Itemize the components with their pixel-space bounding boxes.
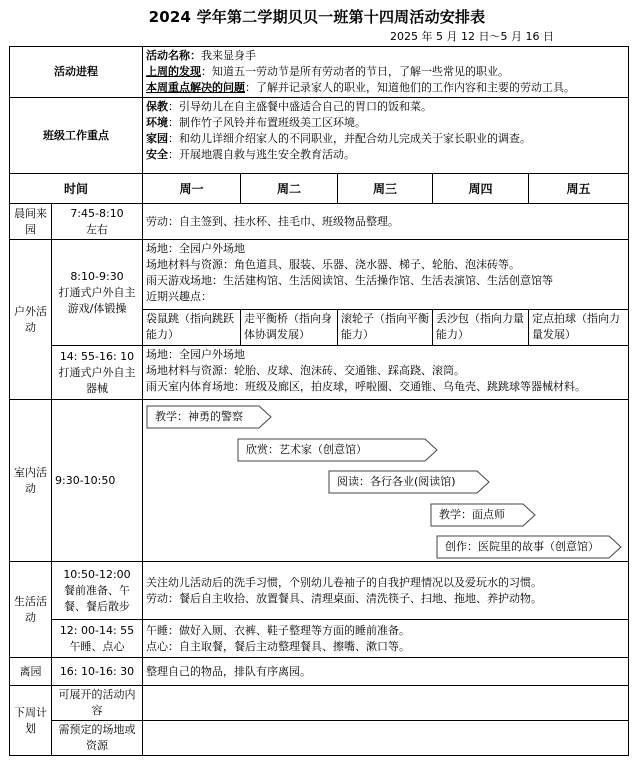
- outdoor-morning-time: 8:10-9:30: [70, 269, 124, 283]
- arrival-content: 劳动：自主签到、挂水杯、挂毛巾、班级物品整理。: [143, 204, 629, 240]
- indoor-activity-arrow: [329, 471, 456, 493]
- outdoor-afternoon-content: [143, 346, 629, 400]
- life-nap-time-cell: [52, 620, 143, 658]
- life-lunch-line: 关注幼儿活动后的洗手习惯，个别幼儿卷袖子的自我护理情况以及爱玩水的习惯。: [146, 575, 542, 589]
- outdoor-afternoon-time: 14: 55-16: 10: [59, 349, 135, 363]
- indoor-row: [10, 400, 629, 562]
- arrival-time-note: 左右: [86, 222, 108, 236]
- focus-item: [146, 115, 625, 131]
- indoor-activity-label: 教学：面点师: [439, 508, 505, 521]
- outdoor-afternoon-line: 场地：全园户外场地: [146, 348, 245, 361]
- focus-item-label: 环境: [146, 116, 168, 129]
- life-nap-time: 12: 00-14: 55: [59, 623, 135, 637]
- outdoor-afternoon-time-cell: [52, 346, 143, 400]
- life-lunch-row: [10, 562, 629, 620]
- focus-item-value: ：制作竹子风铃并布置班级美工区环境。: [168, 116, 366, 129]
- life-lunch-content: [143, 562, 629, 620]
- arrival-time: 7:45-8:10: [70, 206, 124, 220]
- activity-progress-label: 活动进程: [10, 47, 143, 98]
- focus-item-value: ：引导幼儿在自主盛餐中盛适合自己的胃口的饭和菜。: [168, 100, 432, 113]
- indoor-activity-label: 欣赏：艺术家（创意馆）: [246, 443, 367, 456]
- indoor-activity-arrow: [437, 536, 599, 558]
- life-lunch-line: 劳动：餐后自主收拾、放置餐具、清理桌面、清洗筷子、扫地、拖地、养护动物。: [146, 591, 542, 605]
- date-range: 2025 年 5 月 12 日～5 月 16 日: [390, 30, 554, 43]
- last-week-value: ：知道五一劳动节是所有劳动者的节日，了解一些常见的职业。: [201, 65, 509, 78]
- focus-item-label: 安全: [146, 148, 168, 161]
- departure-row: [10, 658, 629, 686]
- focus-item: [146, 147, 625, 163]
- activity-name-line: [146, 48, 625, 64]
- departure-label: 离园: [10, 658, 52, 686]
- outdoor-label: 户外活动: [10, 240, 52, 400]
- activity-progress-row: [10, 47, 629, 98]
- focus-item-label: 保教: [146, 100, 168, 113]
- indoor-time: 9:30-10:50: [52, 400, 143, 562]
- focus-item-value: ：和幼儿详细介绍家人的不同职业，并配合幼儿完成关于家长职业的调查。: [168, 132, 531, 145]
- next-week-label: 下周计划: [10, 686, 52, 756]
- indoor-activity-label: 创作：医院里的故事（创意馆）: [445, 540, 599, 553]
- activity-progress-content: [143, 47, 629, 98]
- outdoor-morning-content: [143, 240, 629, 310]
- this-week-value: ：了解并记录家人的职业，知道他们的工作内容和主要的劳动工具。: [245, 81, 575, 94]
- class-focus-content: [143, 98, 629, 174]
- indoor-activity-arrow: [147, 406, 243, 428]
- next-week-resources-value: [143, 721, 629, 756]
- indoor-activity-label: 阅读：各行各业(阅读馆): [337, 475, 456, 488]
- outdoor-afternoon-desc: 打通式户外自主器械: [58, 365, 136, 395]
- interest-cell: 走平衡桥（指向身体协调发展）: [241, 310, 338, 346]
- outdoor-morning-line: 场地材料与资源：角色道具、服装、乐器、浇水器、梯子、轮胎、泡沫砖等。: [146, 258, 520, 271]
- next-week-resources-label: 需预定的场地或资源: [52, 721, 143, 756]
- this-week-label: 本周重点解决的问题: [146, 81, 245, 94]
- focus-item-value: ：开展地震自救与逃生安全教育活动。: [168, 148, 355, 161]
- outdoor-morning-time-cell: [52, 240, 143, 346]
- interest-cell: 滚轮子（指向平衡能力）: [338, 310, 433, 346]
- activity-name-value: 我来显身手: [201, 49, 256, 62]
- life-nap-content: [143, 620, 629, 658]
- next-week-activities-label: 可展开的活动内容: [52, 686, 143, 721]
- life-nap-line: 午睡：做好入厕、衣裤、鞋子整理等方面的睡前准备。: [146, 623, 410, 637]
- day-header-row: [10, 174, 629, 204]
- indoor-activity-arrow: [431, 504, 505, 526]
- day-header-mon: 周一: [143, 174, 241, 204]
- indoor-label: 室内活动: [10, 400, 52, 562]
- indoor-activities: [143, 400, 629, 562]
- focus-item-label: 家园: [146, 132, 168, 145]
- last-week-line: [146, 64, 625, 80]
- outdoor-morning-row: [10, 240, 629, 310]
- interest-cell: 丢沙包（指向力量能力）: [433, 310, 529, 346]
- departure-content: 整理自己的物品，排队有序离园。: [143, 658, 629, 686]
- life-nap-row: [10, 620, 629, 658]
- day-header-fri: 周五: [529, 174, 629, 204]
- indoor-activity-label: 教学：神勇的警察: [155, 410, 243, 423]
- arrival-row: [10, 204, 629, 240]
- indoor-activity-arrow: [238, 439, 367, 461]
- outdoor-morning-desc: 打通式户外自主游戏/体锻操: [58, 285, 136, 315]
- day-header-tue: 周二: [241, 174, 338, 204]
- focus-item: [146, 99, 625, 115]
- day-header-wed: 周三: [338, 174, 433, 204]
- outdoor-morning-line: 雨天游戏场地：生活建构馆、生活阅读馆、生活操作馆、生活表演馆、生活创意馆等: [146, 274, 553, 287]
- life-nap-line: 点心：自主取餐，餐后主动整理餐具、擦嘴、漱口等。: [146, 639, 410, 653]
- time-header: 时间: [10, 174, 143, 204]
- next-week-row: [10, 686, 629, 721]
- life-lunch-desc: 餐前准备、午餐、餐后散步: [64, 583, 130, 613]
- outdoor-afternoon-row: [10, 346, 629, 400]
- day-header-thu: 周四: [433, 174, 529, 204]
- life-lunch-time-cell: [52, 562, 143, 620]
- focus-item: [146, 131, 625, 147]
- class-focus-label: 班级工作重点: [10, 98, 143, 174]
- schedule-table: [9, 46, 629, 756]
- next-week-activities-value: [143, 686, 629, 721]
- outdoor-afternoon-line: 场地材料与资源：轮胎、皮球、泡沫砖、交通锥、踩高跷、滚筒。: [146, 364, 465, 377]
- outdoor-morning-line: 近期兴趣点：: [146, 290, 212, 303]
- outdoor-afternoon-line: 雨天室内体育场地：班级及廊区，拍皮球，呼啦圈、交通锥、乌龟壳、跳跳球等器械材料。: [146, 380, 586, 393]
- class-focus-row: [10, 98, 629, 174]
- next-week-resources-row: [10, 721, 629, 756]
- page-title: 2024 学年第二学期贝贝一班第十四周活动安排表: [148, 8, 486, 26]
- interest-cell: 定点拍球（指向力量发展）: [529, 310, 629, 346]
- activity-name-label: 活动名称：: [146, 49, 201, 62]
- arrival-label: 晨间来园: [10, 204, 52, 240]
- outdoor-morning-line: 场地：全园户外场地: [146, 242, 245, 255]
- life-lunch-time: 10:50-12:00: [63, 567, 131, 581]
- departure-time: 16: 10-16: 30: [52, 658, 143, 686]
- arrival-time-cell: [52, 204, 143, 240]
- life-nap-desc: 午睡、点心: [69, 639, 125, 653]
- this-week-line: [146, 80, 625, 96]
- life-label: 生活活动: [10, 562, 52, 658]
- last-week-label: 上周的发现: [146, 65, 201, 78]
- interest-cell: 袋鼠跳（指向跳跃能力）: [143, 310, 241, 346]
